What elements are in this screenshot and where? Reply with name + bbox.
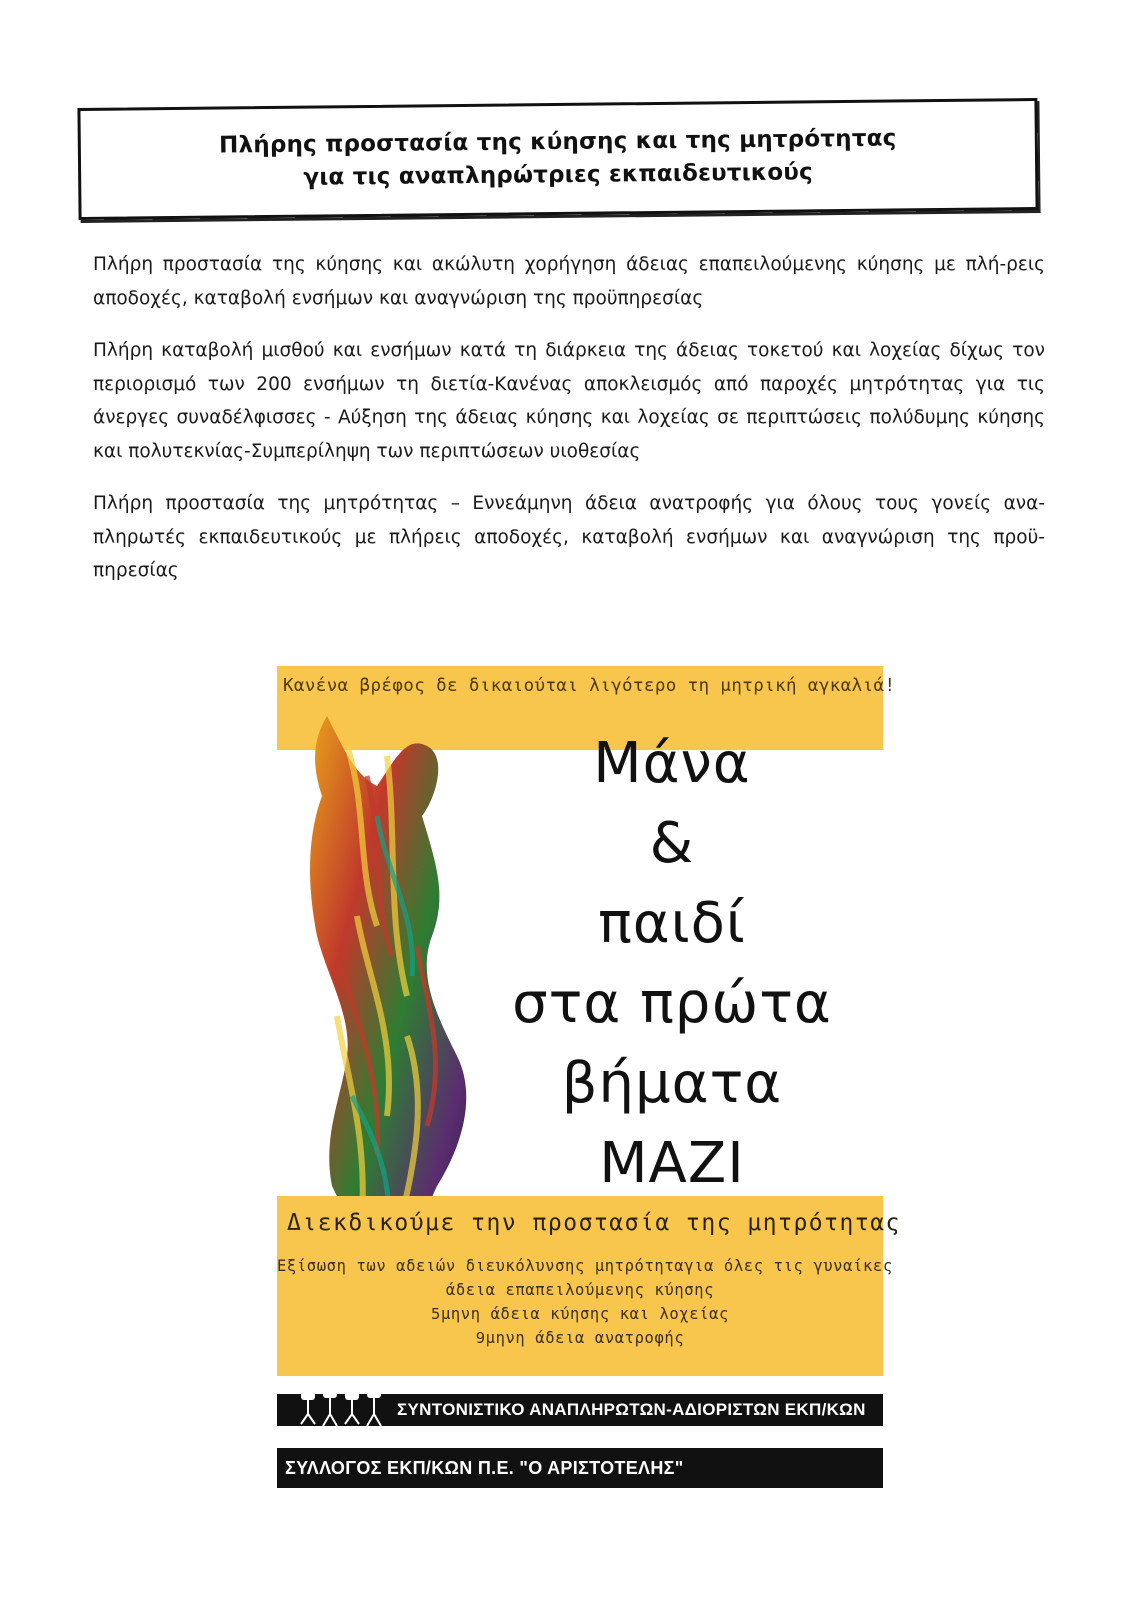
paragraph-pregnancy-protection: Πλήρη προστασία της κύησης και ακώλυτη χορήγηση άδειας επαπειλούμενης κύησης με πλή-ρεις αποδοχές, καταβολή ενσήμων και αναγνώριση της προϋπηρεσίας bbox=[93, 254, 1045, 309]
demand-item: 5μηνη άδεια κύησης και λοχείας bbox=[431, 1305, 729, 1323]
headline-line: παιδί bbox=[598, 891, 746, 956]
headline-line: στα πρώτα bbox=[512, 971, 832, 1036]
organization-bar-coordination bbox=[277, 1394, 883, 1426]
poster-claim: Διεκδικούμε την προστασία της μητρότητας bbox=[287, 1210, 901, 1236]
headline-line: βήματα bbox=[561, 1051, 783, 1116]
page-title-line-1: Πλήρης προστασία της κύησης και της μητρότητας bbox=[218, 125, 897, 159]
title-box bbox=[77, 98, 1038, 220]
organization-name-coordination: ΣΥΝΤΟΝΙΣΤΙΚΟ ΑΝΑΠΛΗΡΩΤΩΝ-ΑΔΙΟΡΙΣΤΩΝ ΕΚΠ/ΚΩΝ bbox=[397, 1400, 866, 1419]
organization-name-association: ΣΥΛΛΟΓΟΣ ΕΚΠ/ΚΩΝ Π.Ε. "Ο ΑΡΙΣΤΟΤΕΛΗΣ" bbox=[285, 1458, 684, 1478]
demand-item: Εξίσωση των αδειών διευκόλυνσης μητρότηταγια όλες τις γυναίκες bbox=[277, 1257, 893, 1275]
demand-item: 9μηνη άδεια ανατροφής bbox=[475, 1329, 685, 1347]
headline-line: ΜΑΖΙ bbox=[599, 1131, 745, 1196]
headline-line: Μάνα bbox=[593, 731, 751, 796]
organization-bar-association bbox=[277, 1448, 883, 1488]
poster-bottom-band bbox=[277, 1196, 901, 1376]
poster-demands-list bbox=[277, 1254, 893, 1350]
demand-item: άδεια επαπειλούμενης κύησης bbox=[445, 1281, 715, 1299]
poster-slogan: Κανένα βρέφος δε δικαιούται λιγότερο τη μητρική αγκαλιά! bbox=[283, 676, 896, 696]
raised-fists-icon bbox=[295, 1384, 395, 1430]
paragraph-salary-stamps: Πλήρη καταβολή μισθού και ενσήμων κατά τη διάρκεια της άδειας τοκετού και λοχείας δίχως τον περιορισμό των 200 ενσήμων τη διετία-Κανένας αποκλεισμός από παροχές μητρότητας για τις άνεργες συναδέλφισσες - Αύξηση της άδειας κύησης και λοχείας σε περιπτώσεις πολύδυμης κύησης και πολυτεκνίας-Συμπερίληψη των περιπτώσεων υιοθεσίας bbox=[93, 340, 1045, 462]
page-title-line-2: για τις αναπληρώτριες εκπαιδευτικούς bbox=[303, 159, 814, 191]
paragraph-maternity-protection: Πλήρη προστασία της μητρότητας – Εννεάμηνη άδεια ανατροφής για όλους τους γονείς ανα-πληρωτές εκπαιδευτικούς με πλήρεις αποδοχές, καταβολή ενσήμων και αναγνώριση της προϋ-πηρεσίας bbox=[93, 493, 1045, 581]
poster-headline bbox=[492, 724, 852, 1204]
poster bbox=[277, 666, 901, 1486]
headline-line: & bbox=[649, 811, 695, 876]
